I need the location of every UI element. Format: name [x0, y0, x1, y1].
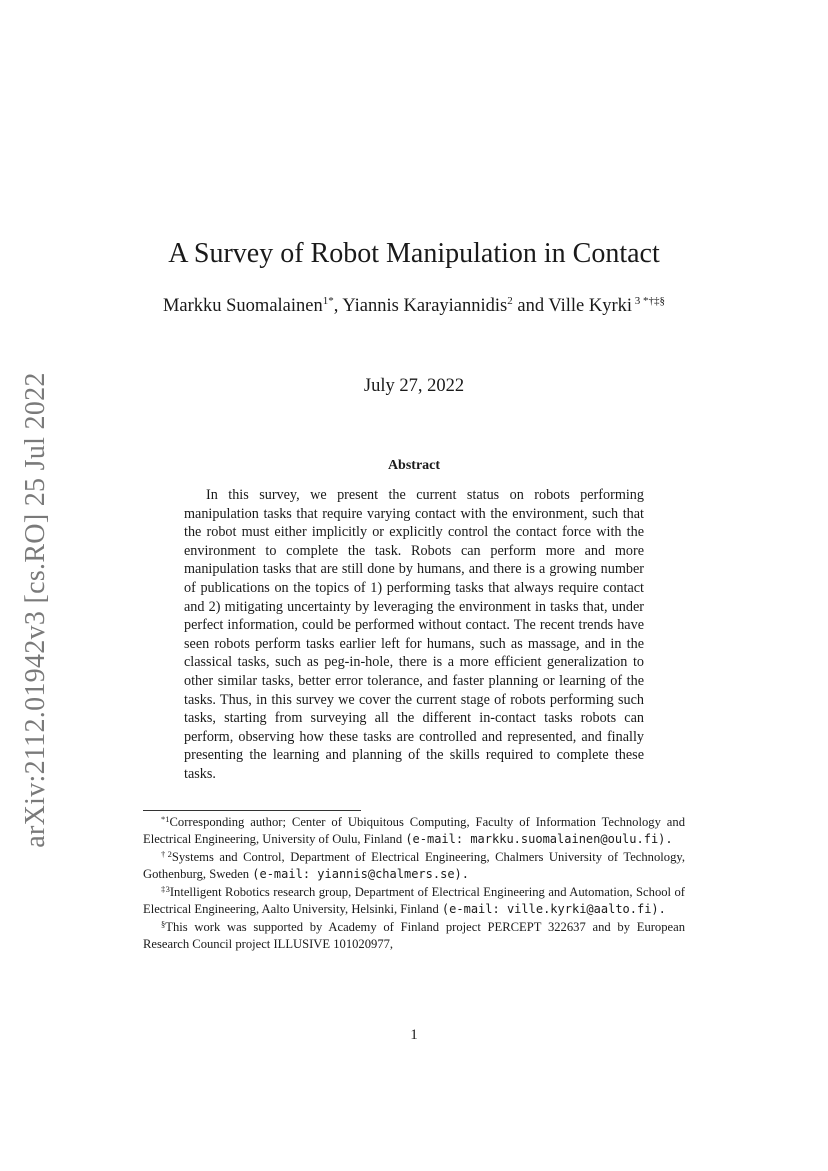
- author-name: Yiannis Karayiannidis: [342, 296, 508, 316]
- footnote-funding: [143, 919, 685, 953]
- footnote-affiliation-aalto: [143, 884, 685, 918]
- footnote-text: Systems and Control, Department of Electrical Engineering, Chalmers University of Technology, Gothenburg, Sweden: [143, 850, 685, 881]
- publication-date: July 27, 2022: [363, 376, 465, 396]
- author-list: [150, 294, 678, 318]
- footnote-mark: †2: [161, 849, 172, 859]
- footnote-mark: *1: [161, 814, 170, 824]
- footnote-corresponding-author: [143, 814, 685, 848]
- email-link[interactable]: (e-mail: ville.kyrki@aalto.fi).: [441, 902, 666, 916]
- email-link[interactable]: (e-mail: yiannis@chalmers.se).: [252, 867, 469, 881]
- abstract-heading: Abstract: [387, 458, 441, 473]
- page-number: 1: [410, 1027, 418, 1043]
- footnote-text: Intelligent Robotics research group, Department of Electrical Engineering and Automation, School of Electrical Engineering, Aalto University, Helsinki, Finland: [143, 885, 685, 916]
- paper-title: A Survey of Robot Manipulation in Contact: [168, 238, 660, 269]
- affiliation-mark: 3: [632, 295, 641, 307]
- footnote-text: This work was supported by Academy of Finland project PERCEPT 322637 and by European Research Council project ILLUSIVE 101020977,: [143, 920, 685, 951]
- author-name: and Ville Kyrki: [512, 296, 633, 316]
- email-link[interactable]: (e-mail: markku.suomalainen@oulu.fi).: [405, 832, 673, 846]
- author-separator: ,: [333, 296, 343, 316]
- footnote-divider: [143, 810, 361, 811]
- footnote-mark: ‡3: [161, 884, 170, 894]
- affiliation-mark: *†‡§: [640, 295, 666, 307]
- footnote-text: Corresponding author; Center of Ubiquitous Computing, Faculty of Information Technology and Electrical Engineering, University of Oulu, Finland: [143, 815, 685, 846]
- affiliation-mark: 1*: [322, 295, 334, 307]
- abstract-text: In this survey, we present the current status on robots performing manipulation tasks that require varying contact with the environment, such that the robot must either implicitly or explicitly control the contact force with the environment to complete the task. Robots can perform more and more manipulation tasks that are still done by humans, and there is a growing number of publications on the topics of 1) performing tasks that always require contact and 2) mitigating uncertainty by leveraging the environment in tasks that, under perfect information, could be performed without contact. The recent trends have seen robots perform tasks earlier left for humans, such as massage, and in the classical tasks, such as peg-in-hole, there is a more efficient generalization to other similar tasks, better error tolerance, and faster planning or learning of the tasks. Thus, in this survey we cover the current stage of robots performing such tasks, starting from surveying all the different in-contact tasks robots can perform, observing how these tasks are controlled and represented, and finally presenting the learning and planning of the skills required to complete these tasks.: [184, 487, 644, 782]
- footnote-affiliation-chalmers: [143, 849, 685, 883]
- footnote-mark: §: [161, 919, 166, 929]
- author-name: Markku Suomalainen: [162, 296, 323, 316]
- affiliation-mark: 2: [507, 295, 513, 307]
- footnotes: [143, 814, 685, 954]
- arxiv-identifier-stamp: arXiv:2112.01942v3 [cs.RO] 25 Jul 2022: [20, 372, 51, 848]
